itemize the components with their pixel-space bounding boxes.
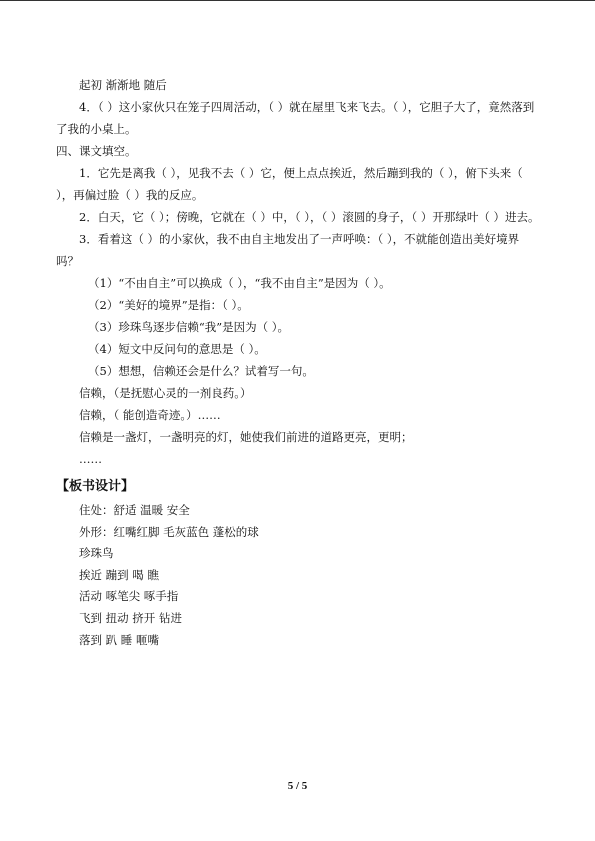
sub-question-3: （3）珍珠鸟逐步信赖“我”是因为（ ）。 bbox=[88, 320, 289, 334]
sub-question-2: （2）“美好的境界”是指：（ ）。 bbox=[88, 298, 249, 312]
page-top-rule bbox=[0, 0, 595, 1]
board-line-bird: 珍珠鸟 bbox=[79, 546, 114, 561]
page-number: 5 / 5 bbox=[287, 780, 308, 792]
answer-line-1: 信赖，（是抚慰心灵的一剂良药。） bbox=[79, 386, 252, 400]
board-line-land: 落到 趴 睡 咂嘴 bbox=[79, 632, 159, 647]
board-line-fly: 飞到 扭动 挤开 钻进 bbox=[79, 610, 182, 625]
fill-question-2: 2．白天，它（ ）；傍晚，它就在（ ）中，（ ），（ ）滚圆的身子，（ ）开那绿叶（ ）进去。 bbox=[79, 210, 540, 224]
board-line-activity: 活动 啄笔尖 啄手指 bbox=[79, 589, 179, 604]
fill-question-1: 1．它先是离我（ ），见我不去（ ）它，便上点点挨近，然后蹦到我的（ ），俯下头来（ ），再偏过脸（ ）我的反应。 bbox=[56, 166, 523, 202]
fill-question-3: 3．看着这（ ）的小家伙，我不由自主地发出了一声呼唤：（ ），不就能创造出美好境界吗？ bbox=[56, 232, 520, 268]
answer-line-2: 信赖，（ 能创造奇迹。）…… bbox=[79, 408, 221, 422]
sub-question-1: （1）“不由自主”可以换成（ ），“我不由自主”是因为（ ）。 bbox=[88, 276, 391, 290]
sub-question-5: （5）想想，信赖还会是什么？试着写一句。 bbox=[88, 364, 314, 378]
board-line-habitat: 住处：舒适 温暖 安全 bbox=[79, 503, 190, 517]
word-choices: 起初 渐渐地 随后 bbox=[79, 78, 167, 92]
answer-ellipsis: …… bbox=[79, 452, 102, 466]
question-4: 4．（ ）这小家伙只在笼子四周活动，（ ）就在屋里飞来飞去。（ ），它胆子大了，竟然落到了我的小桌上。 bbox=[56, 100, 535, 136]
answer-line-3: 信赖是一盏灯，一盏明亮的灯，她使我们前进的道路更亮，更明； bbox=[79, 430, 413, 444]
sub-question-4: （4）短文中反问句的意思是（ ）。 bbox=[88, 342, 266, 356]
board-line-approach: 挨近 蹦到 喝 瞧 bbox=[79, 567, 159, 582]
document-page bbox=[56, 74, 542, 651]
board-design-list bbox=[56, 500, 542, 651]
section-4-title: 四、课文填空。 bbox=[56, 144, 137, 158]
board-line-appearance: 外形：红嘴红脚 毛灰蓝色 蓬松的球 bbox=[79, 524, 259, 539]
board-design-title: 【板书设计】 bbox=[56, 479, 135, 494]
